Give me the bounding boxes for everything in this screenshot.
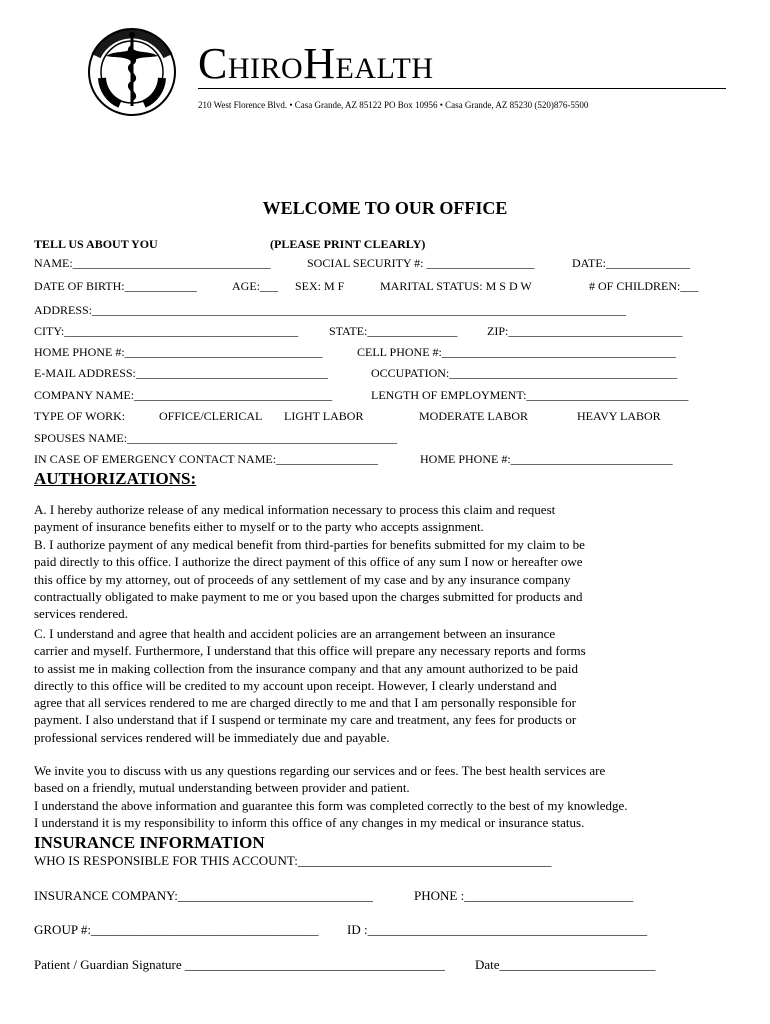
header-divider: [198, 88, 726, 89]
company-name-field[interactable]: COMPANY NAME:_________________________________: [34, 388, 333, 402]
work-type-moderate[interactable]: MODERATE LABOR: [419, 409, 529, 423]
section-heading-about-you: TELL US ABOUT YOU: [34, 237, 158, 251]
city-field[interactable]: CITY:_______________________________________: [34, 324, 299, 338]
group-number-field[interactable]: GROUP #:___________________________________: [34, 922, 319, 937]
brand-name: [198, 38, 434, 89]
authorization-b: [34, 536, 734, 622]
authorization-b-text: B. I authorize payment of any medical benefit from third-parties for benefits submitted for my claim to be paid directly to this office. I authorize the direct payment of this office of any sum I now or hereafter owe this office by my attorney, out of proceeds of any settlement of my case and by any insurance company contractually obligated to make payment to me or you based upon the charges submitted for products and services rendered.: [34, 537, 585, 622]
cell-phone-field[interactable]: CELL PHONE #:_______________________________________: [357, 345, 676, 359]
chirohealth-logo: [86, 26, 178, 118]
name-field[interactable]: NAME:_________________________________: [34, 256, 271, 270]
authorization-c: [34, 625, 734, 746]
brand-rest-ealth: EALTH: [335, 52, 434, 85]
work-type-label: TYPE OF WORK:: [34, 409, 126, 423]
brand-initial-h: H: [303, 39, 336, 88]
emergency-phone-field[interactable]: HOME PHONE #:___________________________: [420, 452, 673, 466]
insurance-heading: INSURANCE INFORMATION: [34, 833, 265, 852]
authorization-c-text: C. I understand and agree that health and accident policies are an arrangement between an insurance carrier and myself. Furthermore, I understand that this office will prepare any necessary reports and forms to assist me in making collection from the insurance company and that any amount authorized to be paid directly to this office will be credited to my account upon receipt. However, I clearly understand and agree that all services rendered to me are charged directly to me and that I am personally responsible for payment. I also understand that if I suspend or terminate my care and treatment, any fees for products or professional services rendered will be immediately due and payable.: [34, 626, 586, 745]
insurance-id-field[interactable]: ID :___________________________________________: [347, 922, 648, 937]
marital-status-field[interactable]: MARITAL STATUS: M S D W: [380, 279, 532, 293]
dob-field[interactable]: DATE OF BIRTH:____________: [34, 279, 197, 293]
signature-date-field[interactable]: Date________________________: [475, 957, 656, 972]
sex-field[interactable]: SEX: M F: [295, 279, 345, 293]
occupation-field[interactable]: OCCUPATION:______________________________________: [371, 366, 678, 380]
authorizations-heading: AUTHORIZATIONS:: [34, 469, 197, 488]
clinic-address: 210 West Florence Blvd. • Casa Grande, AZ 85122 PO Box 10956 • Casa Grande, AZ 85230 (520)876-5500: [198, 100, 589, 110]
age-field[interactable]: AGE:___: [232, 279, 278, 293]
children-field[interactable]: # OF CHILDREN:___: [589, 279, 699, 293]
zip-field[interactable]: ZIP:_____________________________: [487, 324, 683, 338]
date-field[interactable]: DATE:______________: [572, 256, 690, 270]
address-field[interactable]: ADDRESS:_________________________________________________________________________________________: [34, 303, 627, 317]
authorization-a-text: A. I hereby authorize release of any medical information necessary to process this claim and request payment of insurance benefits either to myself or to the party who accepts assignment.: [34, 502, 556, 535]
signature-field[interactable]: Patient / Guardian Signature ________________________________________: [34, 957, 445, 972]
brand-initial-c: C: [198, 39, 228, 88]
insurance-company-field[interactable]: INSURANCE COMPANY:______________________________: [34, 888, 373, 903]
invitation-paragraph: [34, 762, 734, 831]
home-phone-field[interactable]: HOME PHONE #:_________________________________: [34, 345, 323, 359]
responsible-party-field[interactable]: WHO IS RESPONSIBLE FOR THIS ACCOUNT:_______________________________________: [34, 853, 552, 868]
brand-rest-hiro: HIRO: [227, 52, 304, 85]
print-clearly-note: (PLEASE PRINT CLEARLY): [270, 237, 426, 251]
authorization-a: [34, 501, 734, 536]
spouse-name-field[interactable]: SPOUSES NAME:_____________________________________________: [34, 431, 398, 445]
invitation-text: We invite you to discuss with us any questions regarding our services and or fees. The best health services are based on a friendly, mutual understanding between provider and patient. I understand the above information and guarantee this form was completed correctly to the best of my knowledge. I understand it is my responsibility to inform this office of any changes in my medical or insurance status.: [34, 763, 628, 830]
work-type-heavy[interactable]: HEAVY LABOR: [577, 409, 661, 423]
work-type-office[interactable]: OFFICE/CLERICAL: [159, 409, 263, 423]
page-title: WELCOME TO OUR OFFICE: [262, 198, 508, 218]
insurance-phone-field[interactable]: PHONE :__________________________: [414, 888, 634, 903]
state-field[interactable]: STATE:_______________: [329, 324, 458, 338]
ssn-field[interactable]: SOCIAL SECURITY #: __________________: [307, 256, 535, 270]
work-type-light[interactable]: LIGHT LABOR: [284, 409, 364, 423]
employment-length-field[interactable]: LENGTH OF EMPLOYMENT:___________________________: [371, 388, 689, 402]
email-field[interactable]: E-MAIL ADDRESS:________________________________: [34, 366, 328, 380]
emergency-contact-field[interactable]: IN CASE OF EMERGENCY CONTACT NAME:_________________: [34, 452, 379, 466]
